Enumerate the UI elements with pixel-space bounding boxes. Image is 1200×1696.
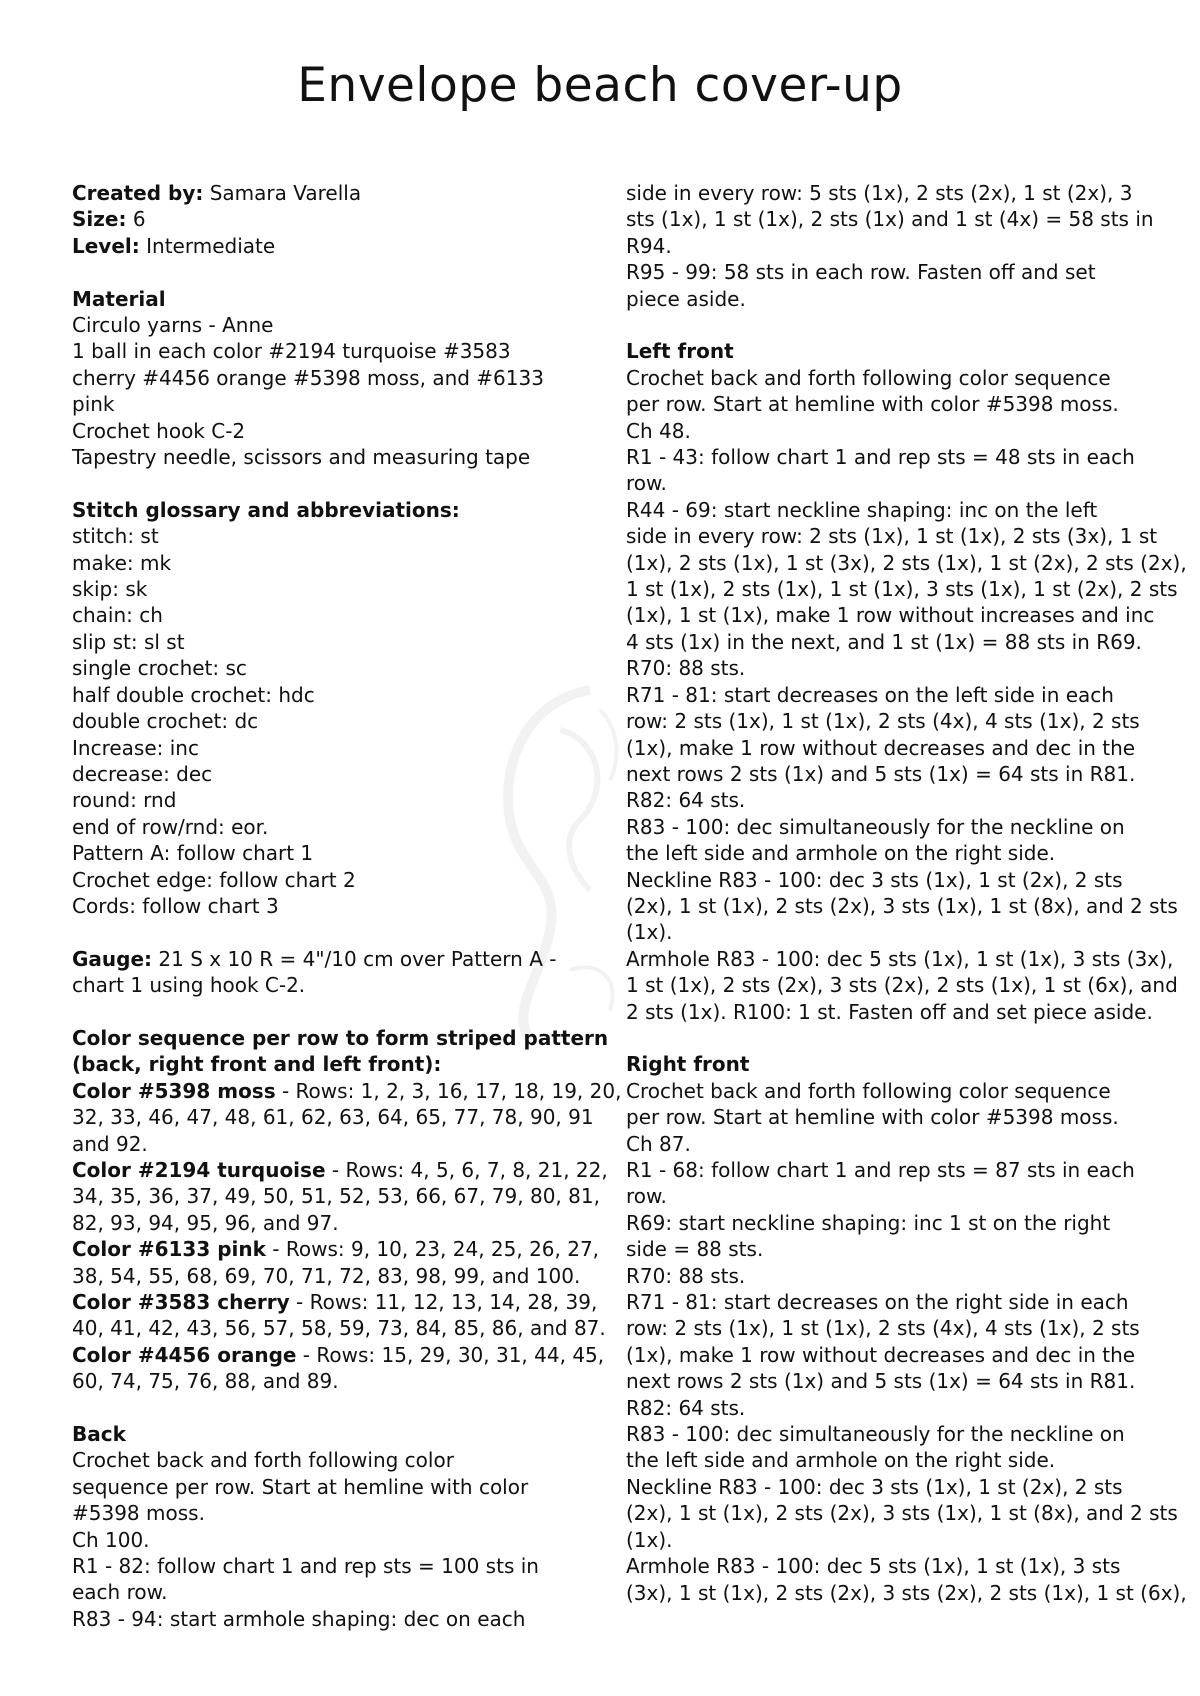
line-text: Crochet back and forth following color sequence: [626, 1078, 1111, 1103]
line-text: (1x).: [626, 1527, 673, 1552]
text-line: [72, 576, 582, 602]
line-label: Stitch glossary and abbreviations:: [72, 497, 460, 522]
text-line: [626, 1183, 1146, 1209]
text-line: [72, 1527, 582, 1553]
line-text: Crochet hook C-2: [72, 418, 246, 443]
line-text: Neckline R83 - 100: dec 3 sts (1x), 1 st (2x), 2 sts: [626, 1474, 1123, 1499]
line-text: Neckline R83 - 100: dec 3 sts (1x), 1 st (2x), 2 sts: [626, 867, 1123, 892]
text-line: [72, 1236, 600, 1262]
text-line: [626, 1580, 1187, 1606]
line-text: row: 2 sts (1x), 1 st (1x), 2 sts (4x), 4 sts (1x), 2 sts: [626, 709, 1140, 734]
line-label: Color #6133 pink: [72, 1237, 266, 1262]
text-line: [626, 1342, 1146, 1368]
line-text: Ch 87.: [626, 1131, 691, 1156]
text-line: [626, 1104, 1146, 1130]
text-line: [626, 1157, 1146, 1183]
text-line: [626, 1051, 1146, 1077]
text-line: [72, 1157, 608, 1183]
text-line: [72, 233, 582, 259]
text-line: [72, 761, 582, 787]
line-text: 1 ball in each color #2194 turquoise #3583: [72, 339, 511, 364]
line-label: Color sequence per row to form striped pattern: [72, 1025, 609, 1050]
text-line: [626, 1527, 1146, 1553]
text-line: [626, 576, 1178, 602]
text-line: [626, 1315, 1146, 1341]
line-text: 1 st (1x), 2 sts (1x), 1 st (1x), 3 sts (1x), 1 st (2x), 2 sts: [626, 577, 1178, 602]
line-text: R1 - 68: follow chart 1 and rep sts = 87 sts in each: [626, 1158, 1135, 1182]
line-text: Crochet edge: follow chart 2: [72, 867, 356, 892]
line-text: sequence per row. Start at hemline with color: [72, 1474, 529, 1499]
text-line: [626, 391, 1146, 417]
line-text: 40, 41, 42, 43, 56, 57, 58, 59, 73, 84, 85, 86, and 87.: [72, 1316, 606, 1341]
line-text: Samara Varella: [203, 181, 362, 205]
line-text: decrease: dec: [72, 761, 213, 786]
text-line: [72, 418, 582, 444]
line-label: Back: [72, 1422, 126, 1447]
line-text: R82: 64 sts.: [626, 1395, 746, 1420]
line-text: 1 st (1x), 2 sts (2x), 3 sts (2x), 2 sts (1x), 1 st (6x), and: [626, 973, 1178, 998]
line-text: Tapestry needle, scissors and measuring tape: [72, 445, 531, 470]
text-line: [626, 761, 1146, 787]
line-label: Level:: [72, 233, 140, 258]
text-line: [626, 1500, 1178, 1526]
line-text: 6: [126, 207, 146, 232]
line-text: per row. Start at hemline with color #5398 moss.: [626, 1105, 1119, 1130]
line-text: R83 - 100: dec simultaneously for the neckline on: [626, 814, 1125, 839]
line-label: Color #4456 orange: [72, 1342, 297, 1367]
text-line: [72, 1421, 582, 1447]
line-text: 38, 54, 55, 68, 69, 70, 71, 72, 83, 98, 99, and 100.: [72, 1263, 581, 1288]
line-text: R95 - 99: 58 sts in each row. Fasten off and set: [626, 260, 1096, 285]
line-text: each row.: [72, 1580, 168, 1605]
text-line: [72, 840, 582, 866]
paragraph-gap: [72, 919, 582, 945]
line-text: end of row/rnd: eor.: [72, 814, 269, 839]
text-line: [72, 602, 582, 628]
line-text: - Rows: 1, 2, 3, 16, 17, 18, 19, 20,: [275, 1078, 622, 1103]
line-text: double crochet: dc: [72, 709, 259, 734]
text-line: [626, 629, 1146, 655]
line-text: Cords: follow chart 3: [72, 893, 279, 918]
line-text: 82, 93, 94, 95, 96, and 97.: [72, 1210, 339, 1235]
line-text: piece aside.: [626, 286, 746, 311]
line-text: sts (1x), 1 st (1x), 2 sts (1x) and 1 st (4x) = 58 sts in: [626, 207, 1154, 232]
line-label: Color #3583 cherry: [72, 1290, 290, 1314]
text-line: [626, 1447, 1146, 1473]
text-line: [626, 946, 1174, 972]
line-text: 60, 74, 75, 76, 88, and 89.: [72, 1369, 339, 1394]
line-text: Ch 100.: [72, 1527, 150, 1552]
line-text: R71 - 81: start decreases on the left side in each: [626, 682, 1114, 707]
line-text: row: 2 sts (1x), 1 st (1x), 2 sts (4x), 4 sts (1x), 2 sts: [626, 1316, 1140, 1341]
paragraph-gap: [626, 312, 1146, 338]
line-text: the left side and armhole on the right side.: [626, 841, 1056, 866]
text-line: [72, 867, 582, 893]
line-text: per row. Start at hemline with color #5398 moss.: [626, 392, 1119, 417]
line-text: chain: ch: [72, 603, 163, 628]
line-text: 4 sts (1x) in the next, and 1 st (1x) = 88 sts in R69.: [626, 629, 1142, 654]
line-label: (back, right front and left front):: [72, 1052, 442, 1077]
line-text: Increase: inc: [72, 735, 199, 760]
text-line: [626, 999, 1153, 1025]
line-text: Ch 48.: [626, 418, 691, 443]
text-line: [626, 1474, 1146, 1500]
text-line: [626, 682, 1146, 708]
text-line: [72, 1342, 605, 1368]
line-text: R70: 88 sts.: [626, 656, 746, 681]
text-line: [72, 497, 582, 523]
line-text: 21 S x 10 R = 4"/10 cm over Pattern A -: [152, 946, 557, 971]
text-line: [72, 655, 582, 681]
line-text: cherry #4456 orange #5398 moss, and #6133: [72, 365, 544, 390]
text-line: [72, 338, 582, 364]
line-label: Left front: [626, 339, 734, 364]
line-text: 2 sts (1x). R100: 1 st. Fasten off and set piece aside.: [626, 999, 1153, 1024]
line-text: skip: sk: [72, 577, 148, 602]
text-line: [72, 1579, 582, 1605]
line-text: R83 - 94: start armhole shaping: dec on each: [72, 1606, 526, 1631]
text-line: [626, 893, 1178, 919]
text-line: [626, 233, 1146, 259]
paragraph-gap: [72, 470, 582, 496]
text-line: [626, 444, 1146, 470]
line-text: Intermediate: [139, 233, 276, 258]
paragraph-gap: [626, 1025, 1146, 1051]
text-line: [72, 1606, 582, 1632]
line-text: (1x), make 1 row without decreases and dec in the: [626, 735, 1136, 760]
text-line: [72, 787, 582, 813]
text-line: [72, 550, 582, 576]
line-text: row.: [626, 471, 667, 496]
text-line: [72, 1553, 582, 1579]
text-line: [72, 1183, 600, 1209]
text-line: [626, 1368, 1146, 1394]
text-line: [72, 1447, 582, 1473]
text-line: [72, 1500, 582, 1526]
line-text: R82: 64 sts.: [626, 788, 746, 813]
text-line: [626, 1263, 1146, 1289]
text-line: [626, 1553, 1146, 1579]
text-line: [626, 1289, 1146, 1315]
text-line: [626, 735, 1146, 761]
text-line: [72, 1368, 582, 1394]
line-text: R69: start neckline shaping: inc 1 st on the right: [626, 1210, 1111, 1235]
text-line: [626, 418, 1146, 444]
line-text: make: mk: [72, 550, 172, 575]
line-text: Crochet back and forth following color: [72, 1448, 454, 1473]
text-line: [72, 814, 582, 840]
line-text: slip st: sl st: [72, 629, 185, 654]
line-text: (1x), make 1 row without decreases and dec in the: [626, 1342, 1136, 1367]
text-line: [72, 946, 582, 972]
text-line: [626, 286, 1146, 312]
line-text: Crochet back and forth following color sequence: [626, 365, 1111, 390]
line-text: R44 - 69: start neckline shaping: inc on the left: [626, 497, 1098, 522]
line-label: Gauge:: [72, 946, 153, 971]
line-text: (3x), 1 st (1x), 2 sts (2x), 3 sts (2x), 2 sts (1x), 1 st (6x),: [626, 1580, 1187, 1605]
text-line: [626, 655, 1146, 681]
line-text: Circulo yarns - Anne: [72, 313, 274, 338]
text-line: [72, 1078, 622, 1104]
line-label: Material: [72, 286, 166, 311]
text-line: [72, 1210, 582, 1236]
line-text: side in every row: 5 sts (1x), 2 sts (2x), 1 st (2x), 3: [626, 181, 1133, 205]
line-text: Pattern A: follow chart 1: [72, 841, 314, 866]
text-line: [72, 1131, 582, 1157]
line-label: Color #5398 moss: [72, 1078, 276, 1103]
line-label: Size:: [72, 207, 127, 232]
line-text: chart 1 using hook C-2.: [72, 973, 306, 998]
line-text: R83 - 100: dec simultaneously for the neckline on: [626, 1422, 1125, 1447]
line-text: (2x), 1 st (1x), 2 sts (2x), 3 sts (1x), 1 st (8x), and 2 sts: [626, 1501, 1178, 1526]
text-line: [626, 1421, 1146, 1447]
line-text: #5398 moss.: [72, 1501, 205, 1526]
text-line: [626, 338, 1146, 364]
left-column: [72, 180, 622, 1632]
text-line: [626, 708, 1146, 734]
text-line: [626, 550, 1187, 576]
line-text: pink: [72, 392, 115, 417]
paragraph-gap: [72, 1395, 582, 1421]
text-line: [626, 1078, 1146, 1104]
line-text: - Rows: 11, 12, 13, 14, 28, 39,: [289, 1290, 598, 1314]
text-line: [626, 814, 1146, 840]
text-line: [626, 602, 1155, 628]
text-line: [626, 206, 1154, 232]
line-text: R1 - 82: follow chart 1 and rep sts = 100 sts in: [72, 1554, 539, 1579]
text-line: [626, 259, 1146, 285]
text-line: [72, 444, 582, 470]
line-text: stitch: st: [72, 524, 159, 549]
text-line: [72, 1474, 582, 1500]
text-line: [626, 497, 1146, 523]
text-line: [72, 1104, 594, 1130]
line-text: (1x), 2 sts (1x), 1 st (3x), 2 sts (1x), 1 st (2x), 2 sts (2x),: [626, 550, 1187, 575]
text-line: [72, 1025, 609, 1051]
text-line: [626, 867, 1146, 893]
text-line: [626, 1210, 1146, 1236]
line-text: 32, 33, 46, 47, 48, 61, 62, 63, 64, 65, 77, 78, 90, 91: [72, 1105, 594, 1130]
text-line: [72, 629, 582, 655]
text-line: [626, 470, 1146, 496]
text-line: [72, 286, 582, 312]
text-line: [72, 1289, 598, 1315]
line-text: next rows 2 sts (1x) and 5 sts (1x) = 64 sts in R81.: [626, 1369, 1136, 1394]
text-line: [72, 972, 582, 998]
line-text: - Rows: 4, 5, 6, 7, 8, 21, 22,: [325, 1157, 608, 1182]
line-text: R94.: [626, 233, 672, 258]
text-line: [626, 1236, 1146, 1262]
text-line: [72, 206, 582, 232]
line-text: round: rnd: [72, 788, 177, 813]
line-text: row.: [626, 1184, 667, 1209]
line-label: Right front: [626, 1052, 750, 1077]
text-line: [72, 180, 582, 206]
text-line: [72, 893, 582, 919]
text-line: [626, 787, 1146, 813]
right-column: [626, 180, 1187, 1606]
text-line: [626, 365, 1146, 391]
line-text: (1x), 1 st (1x), make 1 row without increases and inc: [626, 603, 1155, 628]
text-line: [72, 682, 582, 708]
line-text: R70: 88 sts.: [626, 1263, 746, 1288]
line-text: R1 - 43: follow chart 1 and rep sts = 48 sts in each: [626, 445, 1135, 470]
line-text: single crochet: sc: [72, 656, 247, 681]
line-text: (1x).: [626, 920, 673, 945]
text-line: [72, 523, 582, 549]
text-line: [626, 523, 1158, 549]
text-line: [72, 365, 582, 391]
text-line: [72, 708, 582, 734]
text-line: [72, 735, 582, 761]
line-text: side = 88 sts.: [626, 1237, 764, 1262]
text-line: [626, 1395, 1146, 1421]
text-line: [626, 180, 1146, 206]
text-line: [626, 840, 1146, 866]
line-text: side in every row: 2 sts (1x), 1 st (1x), 2 sts (3x), 1 st: [626, 524, 1158, 549]
paragraph-gap: [72, 259, 582, 285]
text-line: [626, 919, 1146, 945]
line-text: half double crochet: hdc: [72, 682, 315, 707]
text-line: [626, 972, 1178, 998]
line-text: next rows 2 sts (1x) and 5 sts (1x) = 64 sts in R81.: [626, 761, 1136, 786]
line-text: - Rows: 15, 29, 30, 31, 44, 45,: [296, 1342, 605, 1367]
line-text: Armhole R83 - 100: dec 5 sts (1x), 1 st (1x), 3 sts: [626, 1554, 1121, 1579]
line-text: R71 - 81: start decreases on the right side in each: [626, 1290, 1129, 1315]
text-line: [72, 1315, 606, 1341]
line-label: Color #2194 turquoise: [72, 1157, 326, 1182]
page-title: Envelope beach cover-up: [297, 58, 903, 113]
text-line: [72, 391, 582, 417]
line-text: - Rows: 9, 10, 23, 24, 25, 26, 27,: [265, 1237, 600, 1262]
line-text: 34, 35, 36, 37, 49, 50, 51, 52, 53, 66, 67, 79, 80, 81,: [72, 1184, 600, 1209]
line-text: the left side and armhole on the right side.: [626, 1448, 1056, 1473]
text-line: [72, 312, 582, 338]
line-text: and 92.: [72, 1131, 148, 1156]
line-text: Armhole R83 - 100: dec 5 sts (1x), 1 st (1x), 3 sts (3x),: [626, 946, 1174, 971]
line-label: Created by:: [72, 181, 204, 205]
paragraph-gap: [72, 999, 582, 1025]
text-line: [72, 1051, 582, 1077]
text-line: [626, 1131, 1146, 1157]
text-line: [72, 1263, 582, 1289]
line-text: (2x), 1 st (1x), 2 sts (2x), 3 sts (1x), 1 st (8x), and 2 sts: [626, 893, 1178, 918]
